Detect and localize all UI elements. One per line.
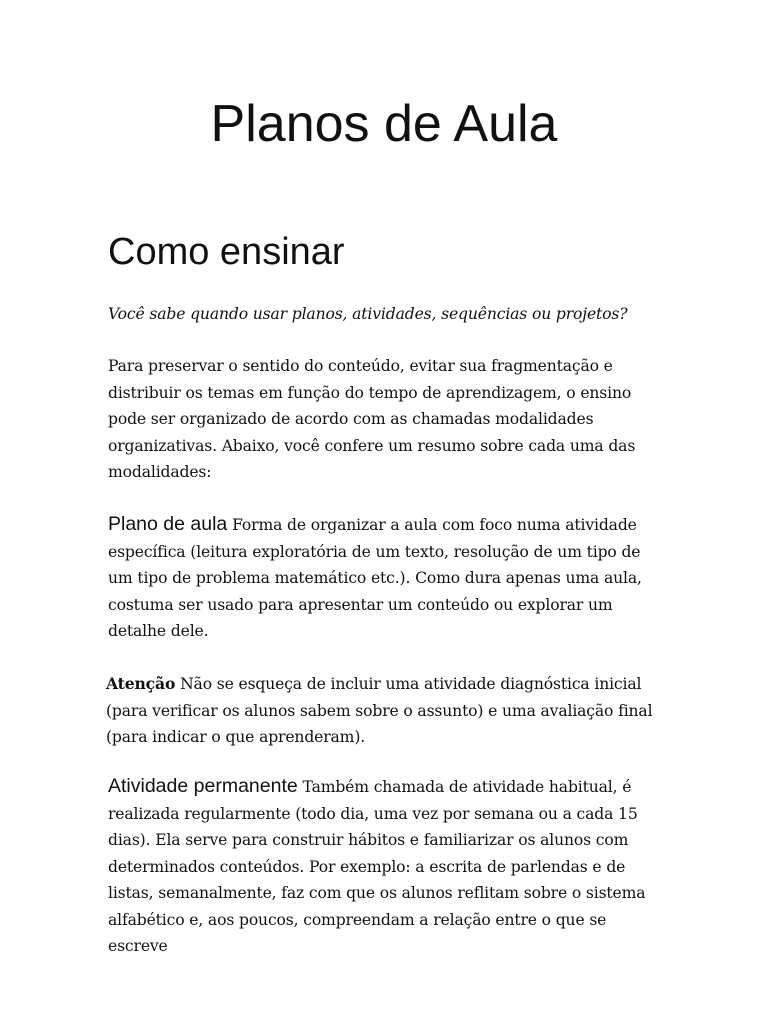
atividade-permanente-text: Também chamada de atividade habitual, é realizada regularmente (todo dia, uma vez por semana ou a cada 15 dias). Ela serve para construir hábitos e familiarizar os alunos com determinados conteúdos. Por exemplo: a escrita de parlendas e de listas, semanalmente, faz com que os alunos reflitam sobre o sistema alfabético e, aos poucos, compreendam a relação entre o que se escreve (108, 778, 646, 955)
document-title: Planos de Aula (210, 95, 558, 153)
atividade-permanente-paragraph (108, 773, 668, 960)
section-heading: Como ensinar (108, 231, 345, 273)
atencao-text: Não se esqueça de incluir uma atividade diagnóstica inicial (para verificar os alunos sabem sobre o assunto) e uma avaliação final (para indicar o que aprenderam). (106, 675, 653, 746)
plano-de-aula-text: Forma de organizar a aula com foco numa atividade específica (leitura exploratória de um texto, resolução de um tipo de um tipo de problema matemático etc.). Como dura apenas uma aula, costuma ser usado para apresentar um conteúdo ou explorar um detalhe dele. (108, 516, 642, 640)
intro-paragraph: Para preservar o sentido do conteúdo, evitar sua fragmentação e distribuir os temas em função do tempo de aprendizagem, o ensino pode ser organizado de acordo com as chamadas modalidades organizativas. Abaixo, você confere um resumo sobre cada uma das modalidades: (108, 357, 636, 481)
atividade-permanente-label: Atividade permanente (108, 775, 298, 797)
plano-de-aula-paragraph (108, 511, 668, 645)
atencao-label: Atenção (106, 674, 176, 693)
subtitle-question: Você sabe quando usar planos, atividades, sequências ou projetos? (108, 305, 628, 323)
plano-de-aula-label: Plano de aula (108, 513, 228, 535)
atencao-paragraph (106, 671, 666, 751)
